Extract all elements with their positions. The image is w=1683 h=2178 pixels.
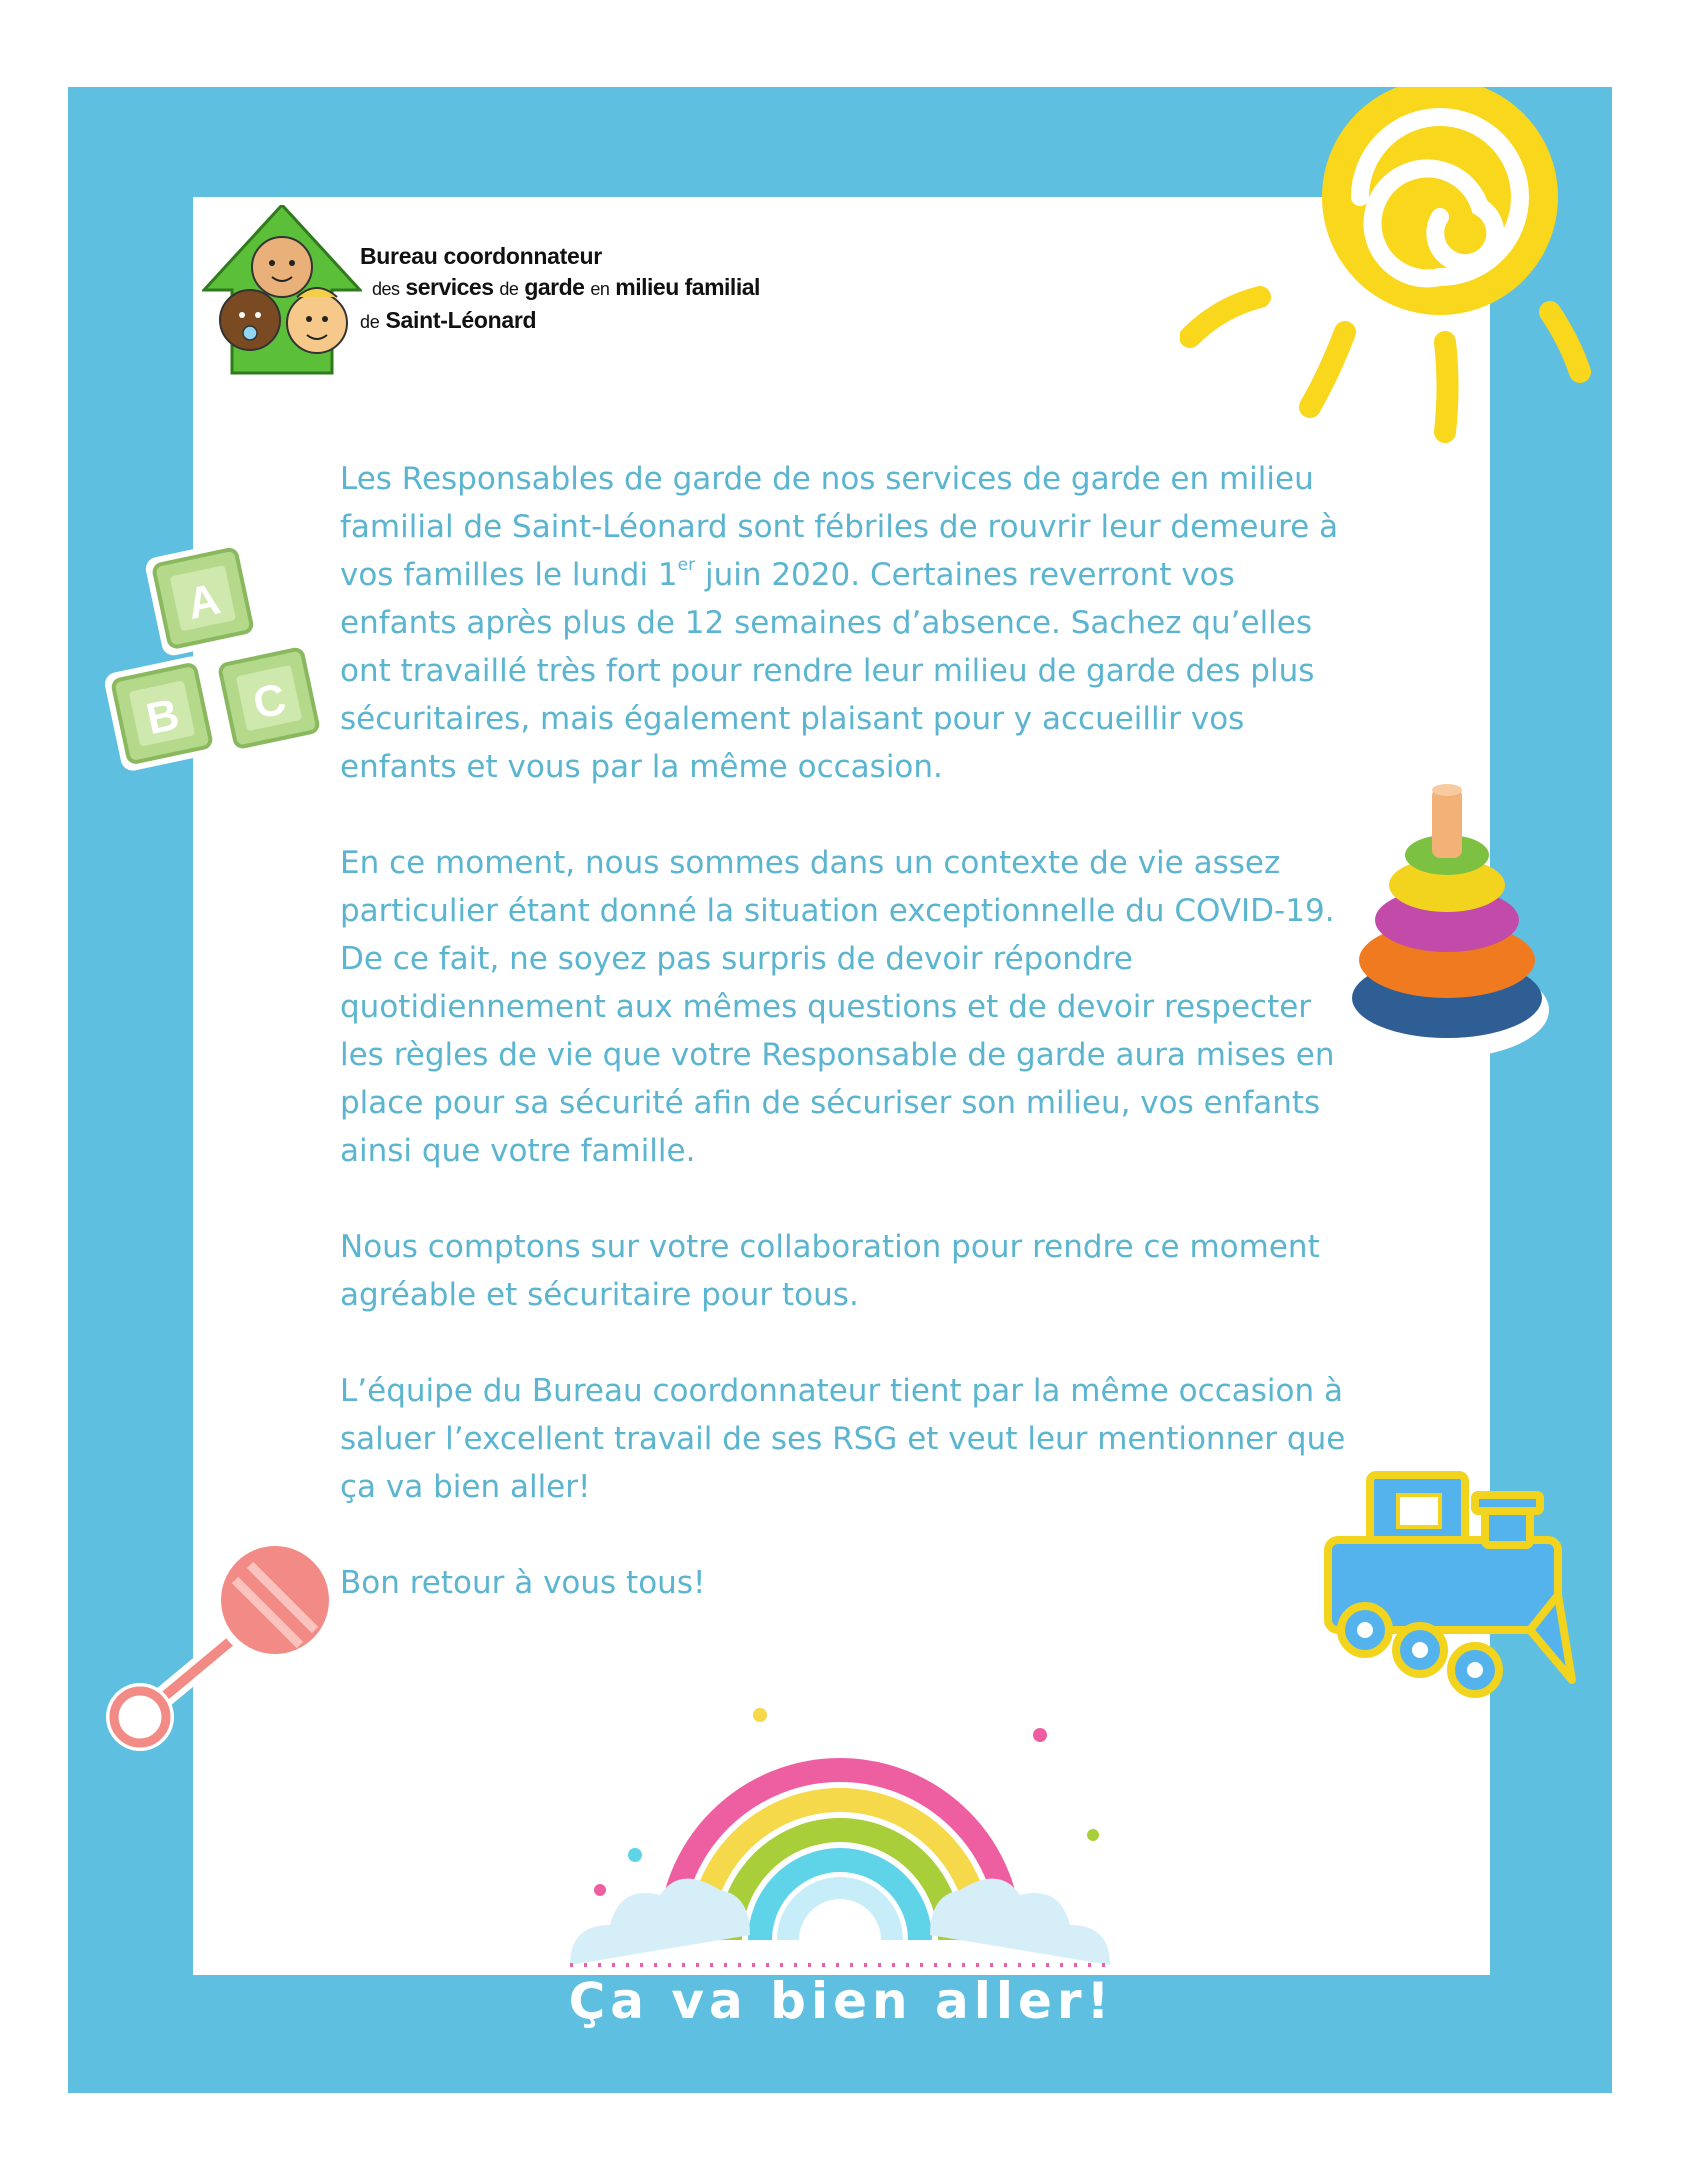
tagline: Ça va bien aller! [568, 1972, 1115, 2030]
abc-blocks-icon [95, 528, 335, 778]
block-letter-b: B [142, 689, 184, 745]
stacking-rings-toy-icon [1340, 780, 1555, 1070]
letter-body [340, 455, 1360, 1655]
rattle-icon [100, 1530, 340, 1760]
paragraph-3: Nous comptons sur votre collaboration pour rendre ce moment agréable et sécuritaire pour tous. [340, 1229, 1320, 1313]
block-letter-c: C [249, 674, 291, 729]
paragraph-2: En ce moment, nous sommes dans un contexte de vie assez particulier étant donné la situation exceptionnelle du COVID-19. De ce fait, ne soyez pas surpris de devoir répondre quotidiennement aux mêmes questions et de devoir respecter les règles de vie que votre Responsable de garde aura mises en place pour sa sécurité afin de sécuriser son milieu, vos enfants ainsi que votre famille. [340, 845, 1335, 1169]
logo-line-3: de Saint-Léonard [360, 307, 537, 333]
sun-icon [1180, 87, 1612, 447]
paragraph-4: L’équipe du Bureau coordonnateur tient par la même occasion à saluer l’excellent travail de ses RSG et veut leur mentionner que ça va bien aller! [340, 1373, 1346, 1505]
house-children-icon [202, 205, 362, 380]
logo-line-2: des services de garde en milieu familial [372, 274, 760, 300]
paragraph-5: Bon retour à vous tous! [340, 1565, 706, 1601]
logo-line-1: Bureau coordonnateur [360, 243, 602, 269]
block-letter-a: A [183, 574, 225, 629]
rainbow-clouds-icon [560, 1695, 1120, 1975]
organization-logo [202, 205, 772, 380]
paragraph-1: Les Responsables de garde de nos services de garde en milieu familial de Saint-Léonard sont fébriles de rouvrir leur demeure à vos familles le lundi 1er juin 2020. Certaines reverront vos enfants après plus de 12 semaines d’absence. Sachez qu’elles ont travaillé très fort pour rendre leur milieu de garde des plus sécuritaires, mais également plaisant pour y accueillir vos enfants et vous par la même occasion. [340, 461, 1339, 785]
